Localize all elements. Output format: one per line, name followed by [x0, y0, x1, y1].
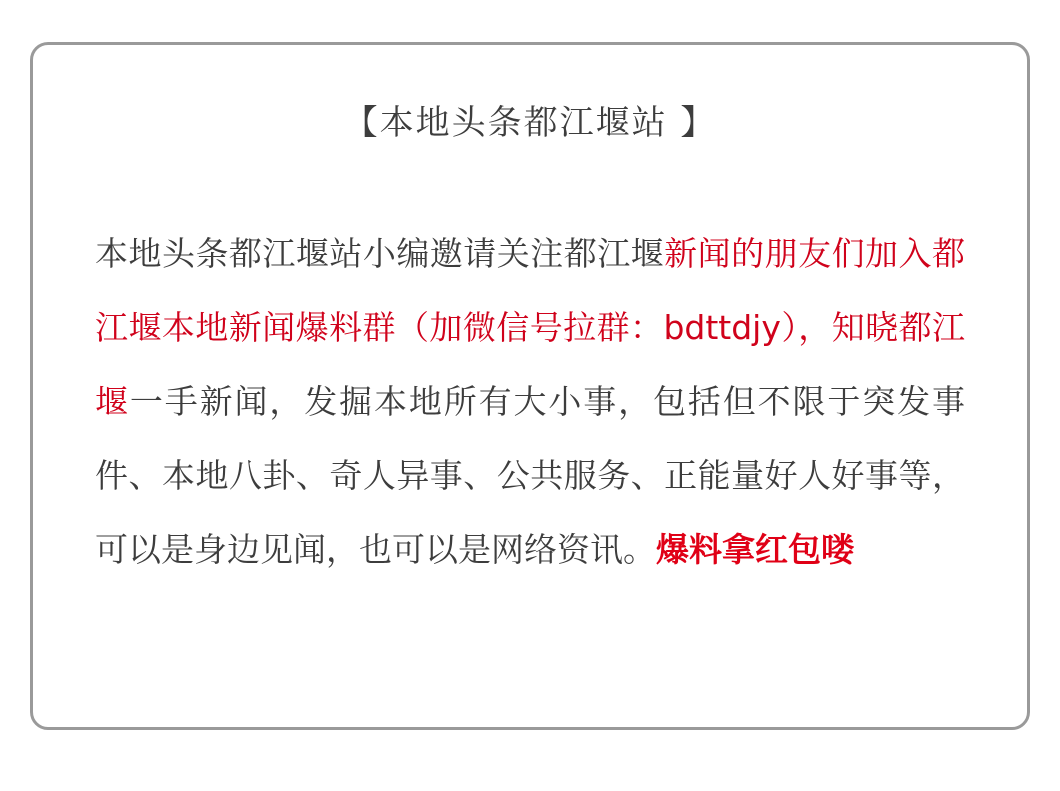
wechat-id: bdttdjy: [663, 308, 781, 347]
paragraph-segment-3: ），: [780, 308, 832, 347]
paragraph-emphasis: 爆料拿红包喽: [656, 530, 854, 569]
page-title: 【本地头条都江堰站 】: [343, 103, 717, 143]
paragraph-segment-5: 一手新闻，发掘本地所有大小事，包括但不限于突发事件、本地八卦、奇人异事、公共服务、正能量好人好事等，可以是身边见闻，也可以是网络资讯。: [95, 382, 965, 569]
paragraph-segment-4: 知晓都江堰: [95, 308, 966, 421]
body-paragraph: [95, 217, 965, 587]
paragraph-segment-0: 本地头条都江堰站小编邀请关注都江堰: [95, 234, 665, 273]
content-card: [30, 42, 1030, 730]
paragraph-segment-1: 新闻的朋友们加入都江堰本地新闻爆料群（加微信号拉群：: [95, 234, 966, 347]
